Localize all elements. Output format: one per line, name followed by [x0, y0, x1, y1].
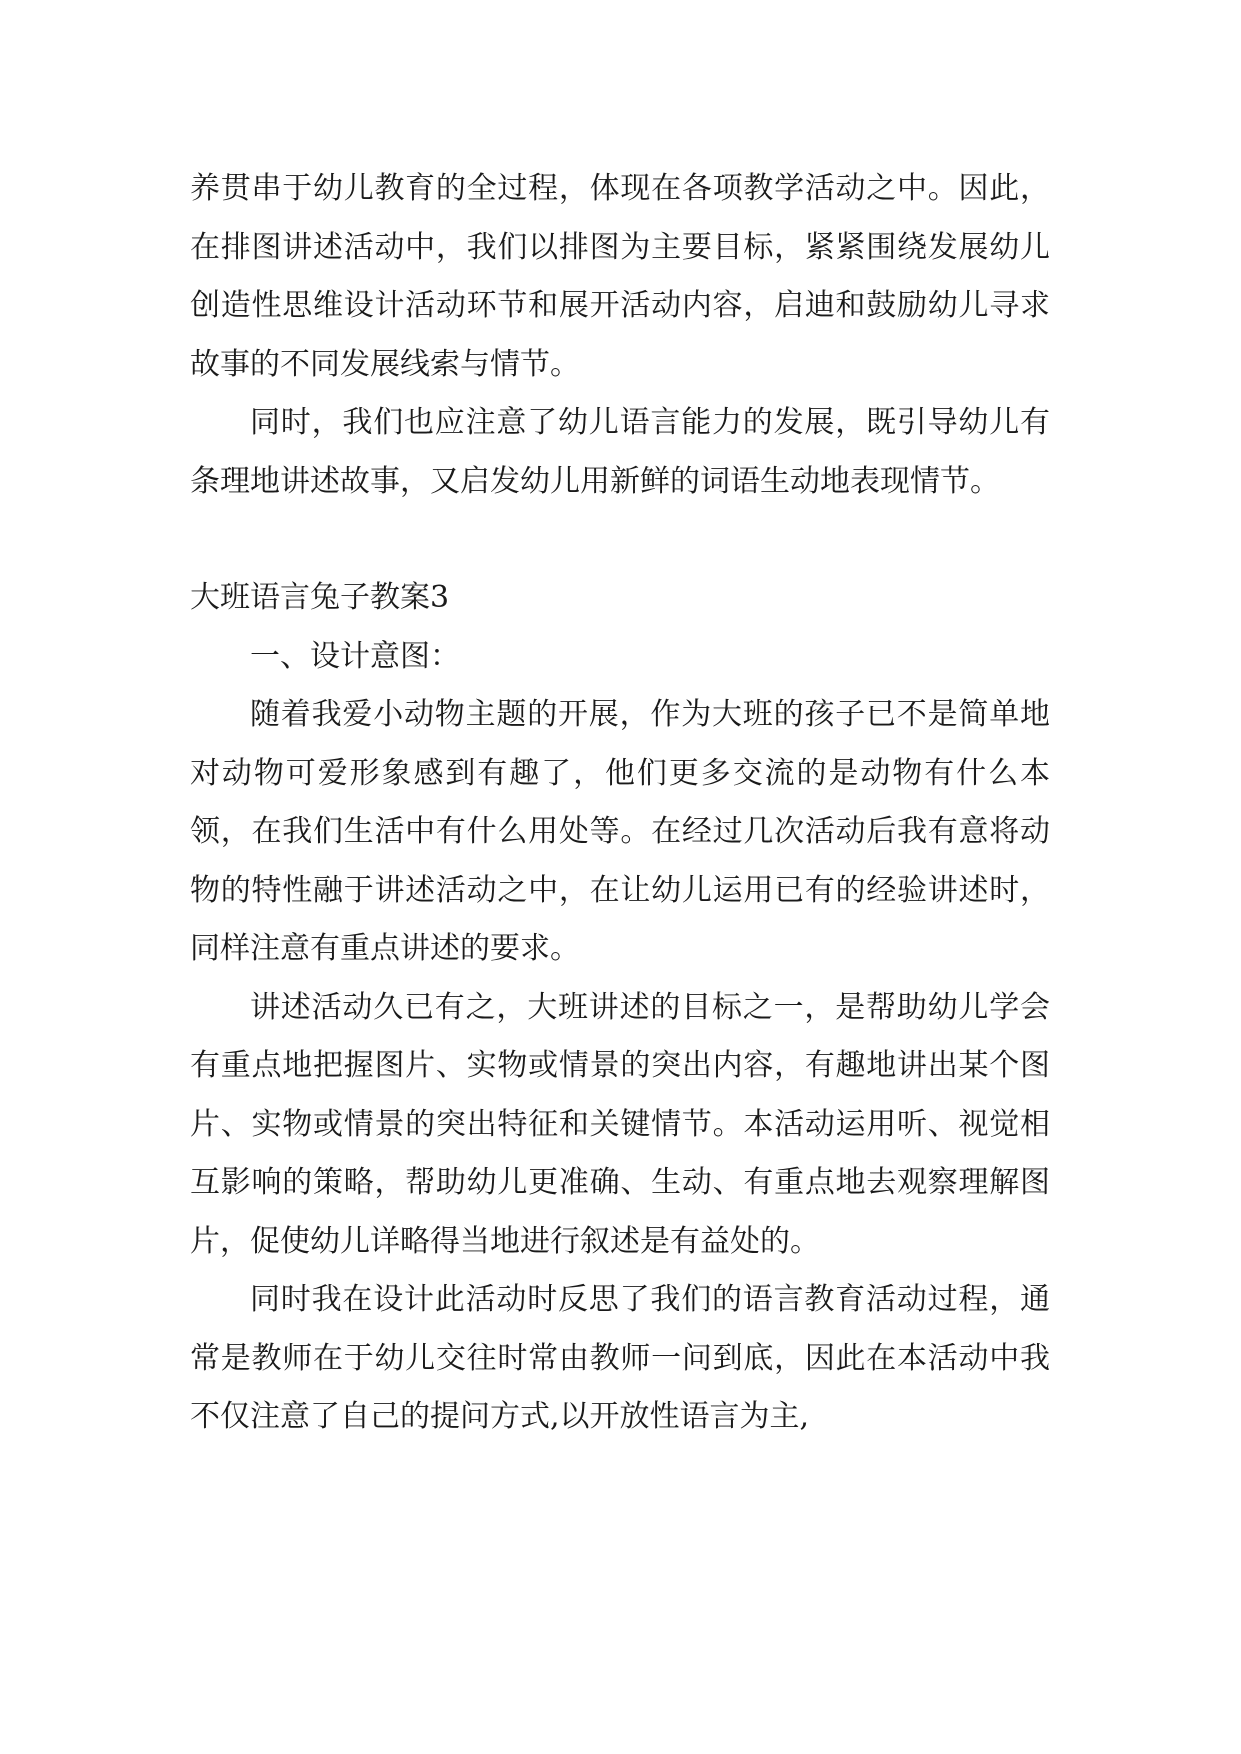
paragraph: 同时我在设计此活动时反思了我们的语言教育活动过程，通常是教师在于幼儿交往时常由教师一问到底，因此在本活动中我不仅注意了自己的提问方式,以开放性语言为主, — [190, 1282, 1050, 1434]
paragraph: 讲述活动久已有之，大班讲述的目标之一，是帮助幼儿学会有重点地把握图片、实物或情景的突出内容，有趣地讲出某个图片、实物或情景的突出特征和关键情节。本活动运用听、视觉相互影响的策略，帮助幼儿更准确、生动、有重点地去观察理解图片，促使幼儿详略得当地进行叙述是有益处的。 — [190, 989, 1050, 1259]
section-title: 大班语言兔子教案3 — [190, 580, 450, 615]
paragraph: 随着我爱小动物主题的开展，作为大班的孩子已不是简单地对动物可爱形象感到有趣了，他们更多交流的是动物有什么本领，在我们生活中有什么用处等。在经过几次活动后我有意将动物的特性融于讲述活动之中，在让幼儿运用已有的经验讲述时，同样注意有重点讲述的要求。 — [190, 697, 1050, 966]
paragraph: 同时，我们也应注意了幼儿语言能力的发展，既引导幼儿有条理地讲述故事，又启发幼儿用新鲜的词语生动地表现情节。 — [190, 405, 1050, 499]
document-page — [190, 160, 1050, 1447]
section-subheading: 一、设计意图： — [250, 638, 460, 674]
paragraph-continued: 养贯串于幼儿教育的全过程，体现在各项教学活动之中。因此，在排图讲述活动中，我们以排图为主要目标，紧紧围绕发展幼儿创造性思维设计活动环节和展开活动内容，启迪和鼓励幼儿寻求故事的不同发展线索与情节。 — [190, 171, 1050, 382]
